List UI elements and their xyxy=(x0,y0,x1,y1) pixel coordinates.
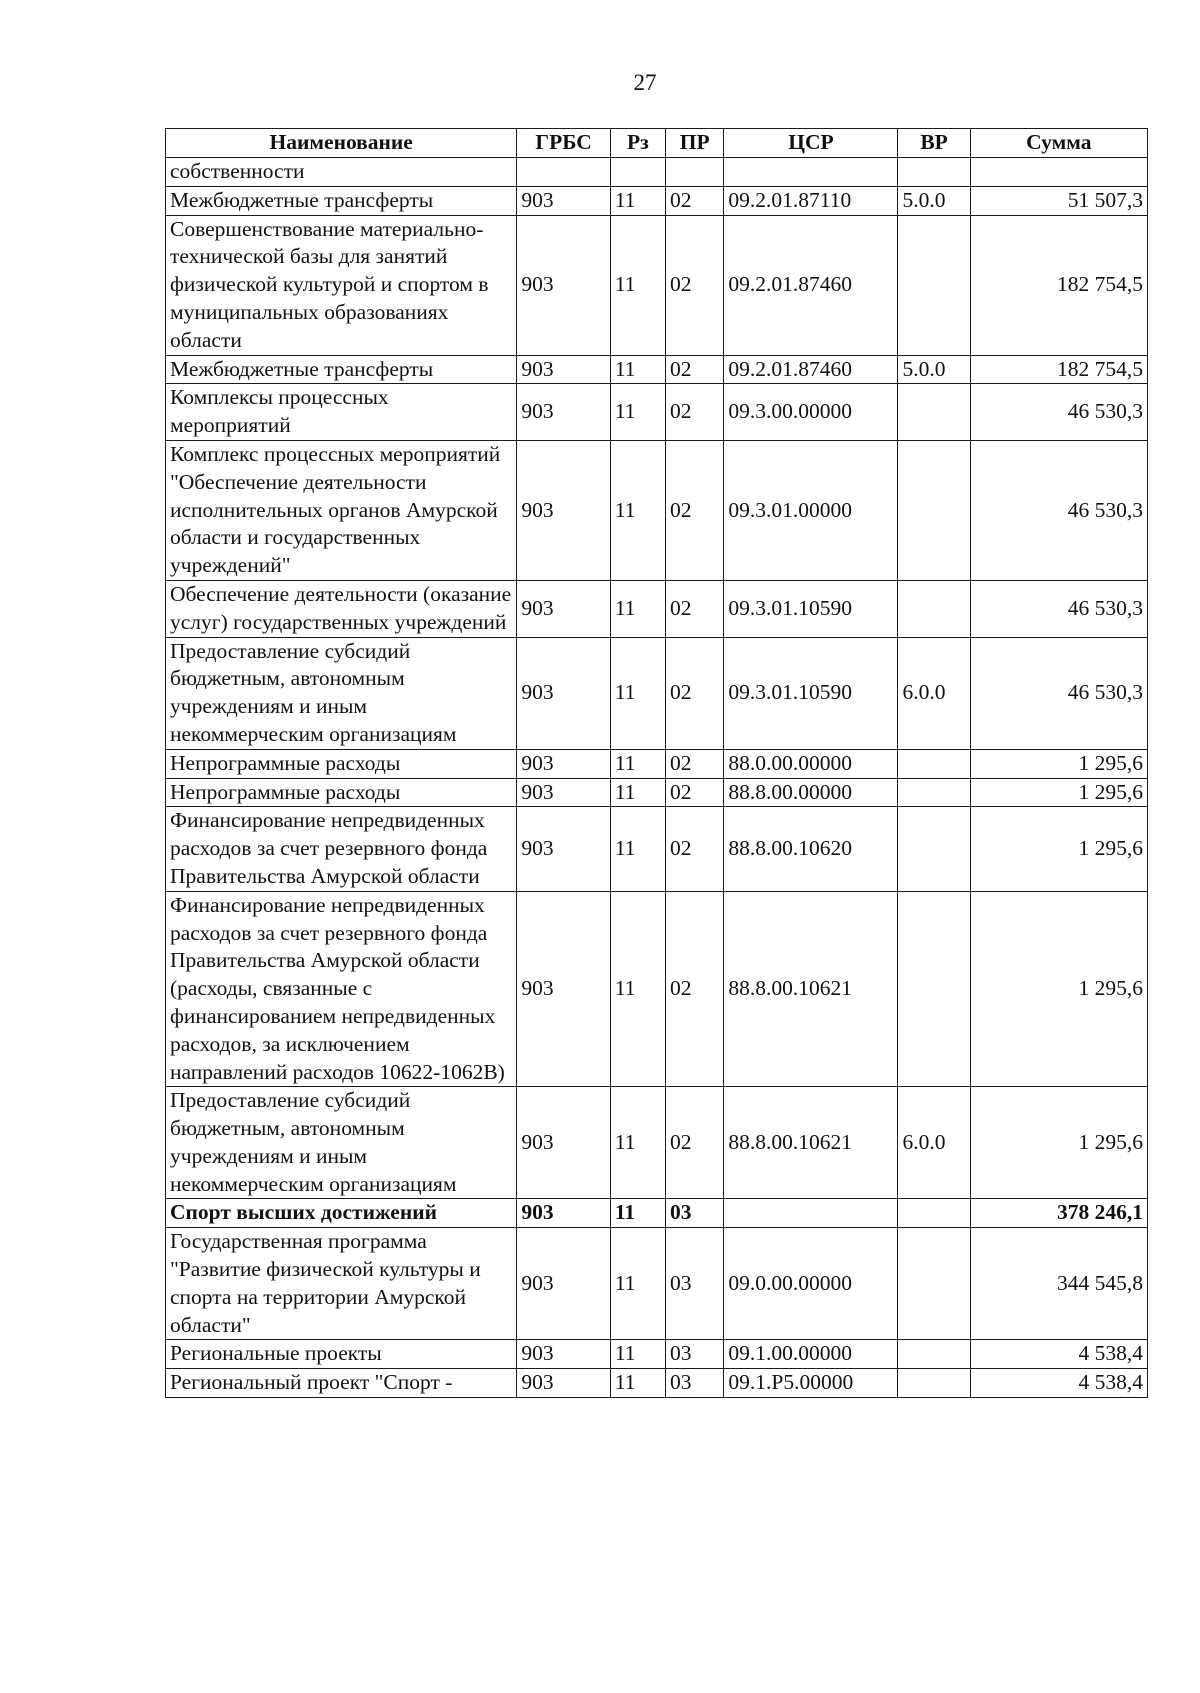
cell-vr xyxy=(898,891,970,1087)
cell-vr xyxy=(898,1228,970,1340)
cell-rz: 11 xyxy=(610,1087,665,1199)
cell-grbs: 903 xyxy=(517,637,610,749)
cell-sum: 1 295,6 xyxy=(970,778,1147,807)
cell-rz: 11 xyxy=(610,891,665,1087)
cell-csr: 09.0.00.00000 xyxy=(724,1228,898,1340)
table-row xyxy=(166,1369,1148,1398)
cell-csr: 88.8.00.10620 xyxy=(724,807,898,891)
cell-pr: 03 xyxy=(666,1199,724,1228)
cell-grbs: 903 xyxy=(517,807,610,891)
cell-sum: 1 295,6 xyxy=(970,807,1147,891)
cell-csr xyxy=(724,158,898,187)
cell-pr xyxy=(666,158,724,187)
cell-grbs: 903 xyxy=(517,749,610,778)
cell-csr xyxy=(724,1199,898,1228)
cell-pr: 02 xyxy=(666,891,724,1087)
cell-name: Финансирование непредвиденных расходов за счет резервного фонда Правительства Амурской области (расходы, связанные с финансированием непредвиденных расходов, за исключением направлений расходов 10622-1062В) xyxy=(166,891,517,1087)
header-name: Наименование xyxy=(166,129,517,158)
cell-pr: 02 xyxy=(666,186,724,215)
header-csr: ЦСР xyxy=(724,129,898,158)
cell-grbs: 903 xyxy=(517,355,610,384)
cell-grbs: 903 xyxy=(517,384,610,441)
cell-rz: 11 xyxy=(610,1199,665,1228)
cell-vr xyxy=(898,1369,970,1398)
cell-vr xyxy=(898,807,970,891)
table-row xyxy=(166,1199,1148,1228)
table-row xyxy=(166,186,1148,215)
cell-pr: 02 xyxy=(666,355,724,384)
cell-csr: 09.3.01.00000 xyxy=(724,440,898,580)
cell-rz: 11 xyxy=(610,637,665,749)
cell-csr: 88.8.00.10621 xyxy=(724,891,898,1087)
cell-vr: 6.0.0 xyxy=(898,1087,970,1199)
table-row xyxy=(166,1087,1148,1199)
table-row xyxy=(166,637,1148,749)
cell-sum: 4 538,4 xyxy=(970,1369,1147,1398)
table-body xyxy=(166,158,1148,1398)
cell-vr: 6.0.0 xyxy=(898,637,970,749)
cell-vr xyxy=(898,215,970,355)
table-row xyxy=(166,384,1148,441)
cell-sum: 1 295,6 xyxy=(970,749,1147,778)
cell-rz: 11 xyxy=(610,580,665,637)
cell-pr: 02 xyxy=(666,749,724,778)
cell-rz: 11 xyxy=(610,778,665,807)
cell-name: Финансирование непредвиденных расходов за счет резервного фонда Правительства Амурской области xyxy=(166,807,517,891)
cell-grbs: 903 xyxy=(517,1228,610,1340)
cell-sum: 182 754,5 xyxy=(970,215,1147,355)
cell-rz: 11 xyxy=(610,749,665,778)
page-number: 27 xyxy=(633,70,657,95)
cell-name: Межбюджетные трансферты xyxy=(166,186,517,215)
cell-pr: 02 xyxy=(666,215,724,355)
cell-rz: 11 xyxy=(610,807,665,891)
cell-name: Государственная программа "Развитие физической культуры и спорта на территории Амурской области" xyxy=(166,1228,517,1340)
cell-pr: 03 xyxy=(666,1228,724,1340)
table-row xyxy=(166,778,1148,807)
cell-sum: 344 545,8 xyxy=(970,1228,1147,1340)
cell-vr xyxy=(898,440,970,580)
cell-name: Предоставление субсидий бюджетным, автономным учреждениям и иным некоммерческим организациям xyxy=(166,637,517,749)
cell-grbs: 903 xyxy=(517,440,610,580)
cell-rz: 11 xyxy=(610,355,665,384)
cell-csr: 09.2.01.87460 xyxy=(724,355,898,384)
cell-vr xyxy=(898,1340,970,1369)
cell-rz: 11 xyxy=(610,1340,665,1369)
cell-csr: 09.3.00.00000 xyxy=(724,384,898,441)
header-pr: ПР xyxy=(666,129,724,158)
cell-name: Межбюджетные трансферты xyxy=(166,355,517,384)
cell-csr: 88.8.00.10621 xyxy=(724,1087,898,1199)
cell-name: Спорт высших достижений xyxy=(166,1199,517,1228)
cell-rz: 11 xyxy=(610,440,665,580)
table-row xyxy=(166,580,1148,637)
cell-grbs: 903 xyxy=(517,1340,610,1369)
cell-sum: 46 530,3 xyxy=(970,384,1147,441)
cell-sum: 46 530,3 xyxy=(970,580,1147,637)
table-row xyxy=(166,355,1148,384)
cell-csr: 09.1.00.00000 xyxy=(724,1340,898,1369)
cell-rz: 11 xyxy=(610,1369,665,1398)
cell-grbs xyxy=(517,158,610,187)
cell-name: Непрограммные расходы xyxy=(166,749,517,778)
cell-grbs: 903 xyxy=(517,580,610,637)
cell-sum: 51 507,3 xyxy=(970,186,1147,215)
header-sum: Сумма xyxy=(970,129,1147,158)
cell-pr: 03 xyxy=(666,1340,724,1369)
cell-csr: 09.2.01.87460 xyxy=(724,215,898,355)
cell-sum: 4 538,4 xyxy=(970,1340,1147,1369)
cell-sum: 46 530,3 xyxy=(970,637,1147,749)
table-row xyxy=(166,440,1148,580)
cell-grbs: 903 xyxy=(517,1087,610,1199)
cell-vr: 5.0.0 xyxy=(898,186,970,215)
cell-csr: 09.1.Р5.00000 xyxy=(724,1369,898,1398)
cell-pr: 02 xyxy=(666,637,724,749)
header-grbs: ГРБС xyxy=(517,129,610,158)
cell-grbs: 903 xyxy=(517,215,610,355)
budget-table xyxy=(165,128,1148,1398)
cell-vr xyxy=(898,749,970,778)
table-row xyxy=(166,749,1148,778)
cell-pr: 02 xyxy=(666,1087,724,1199)
cell-pr: 02 xyxy=(666,807,724,891)
table-row xyxy=(166,1228,1148,1340)
header-rz: Рз xyxy=(610,129,665,158)
cell-pr: 02 xyxy=(666,440,724,580)
cell-rz: 11 xyxy=(610,186,665,215)
cell-grbs: 903 xyxy=(517,1369,610,1398)
cell-sum: 46 530,3 xyxy=(970,440,1147,580)
cell-csr: 09.2.01.87110 xyxy=(724,186,898,215)
cell-name: Комплексы процессных мероприятий xyxy=(166,384,517,441)
cell-csr: 88.8.00.00000 xyxy=(724,778,898,807)
cell-rz: 11 xyxy=(610,1228,665,1340)
cell-rz: 11 xyxy=(610,384,665,441)
cell-csr: 09.3.01.10590 xyxy=(724,637,898,749)
cell-csr: 88.0.00.00000 xyxy=(724,749,898,778)
cell-name: Региональный проект "Спорт - xyxy=(166,1369,517,1398)
cell-rz: 11 xyxy=(610,215,665,355)
cell-grbs: 903 xyxy=(517,778,610,807)
table-row xyxy=(166,891,1148,1087)
cell-sum: 182 754,5 xyxy=(970,355,1147,384)
cell-sum xyxy=(970,158,1147,187)
table-row xyxy=(166,215,1148,355)
cell-pr: 02 xyxy=(666,778,724,807)
cell-vr xyxy=(898,158,970,187)
cell-name: Обеспечение деятельности (оказание услуг) государственных учреждений xyxy=(166,580,517,637)
cell-csr: 09.3.01.10590 xyxy=(724,580,898,637)
cell-grbs: 903 xyxy=(517,186,610,215)
cell-grbs: 903 xyxy=(517,891,610,1087)
cell-vr xyxy=(898,1199,970,1228)
cell-vr: 5.0.0 xyxy=(898,355,970,384)
cell-name: Совершенствование материально-технической базы для занятий физической культурой и спортом в муниципальных образованиях области xyxy=(166,215,517,355)
table-row xyxy=(166,1340,1148,1369)
cell-sum: 1 295,6 xyxy=(970,891,1147,1087)
cell-pr: 03 xyxy=(666,1369,724,1398)
cell-name: Региональные проекты xyxy=(166,1340,517,1369)
cell-name: Непрограммные расходы xyxy=(166,778,517,807)
cell-vr xyxy=(898,778,970,807)
cell-vr xyxy=(898,384,970,441)
cell-sum: 378 246,1 xyxy=(970,1199,1147,1228)
table-header-row xyxy=(166,129,1148,158)
cell-pr: 02 xyxy=(666,580,724,637)
cell-rz xyxy=(610,158,665,187)
table-row xyxy=(166,807,1148,891)
cell-name: собственности xyxy=(166,158,517,187)
cell-name: Предоставление субсидий бюджетным, автономным учреждениям и иным некоммерческим организациям xyxy=(166,1087,517,1199)
cell-vr xyxy=(898,580,970,637)
cell-pr: 02 xyxy=(666,384,724,441)
table-row xyxy=(166,158,1148,187)
cell-sum: 1 295,6 xyxy=(970,1087,1147,1199)
cell-name: Комплекс процессных мероприятий "Обеспечение деятельности исполнительных органов Амурской области и государственных учреждений" xyxy=(166,440,517,580)
header-vr: ВР xyxy=(898,129,970,158)
cell-grbs: 903 xyxy=(517,1199,610,1228)
